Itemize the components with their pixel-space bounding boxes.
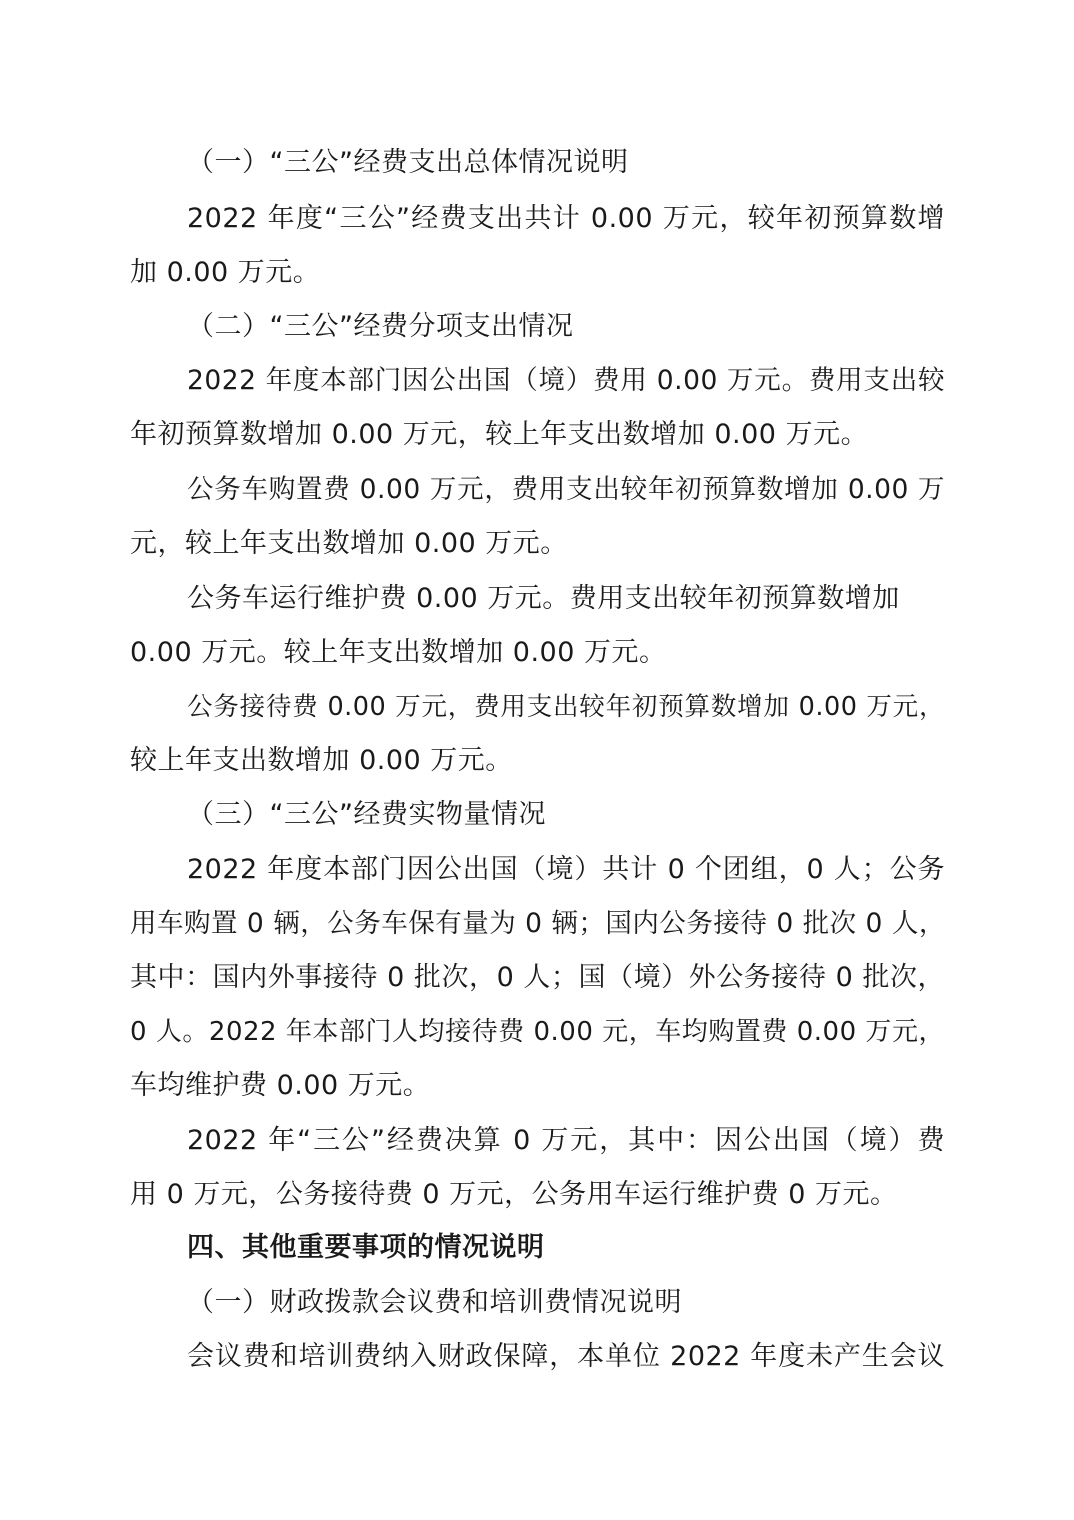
paragraph-line: 0 人。2022 年本部门人均接待费 0.00 元，车均购置费 0.00 万元， [130, 1017, 945, 1047]
subheading-1-1: （一）“三公”经费支出总体情况说明 [187, 147, 629, 178]
paragraph-line: 2022 年度本部门因公出国（境）共计 0 个团组，0 人；公务 [187, 854, 945, 885]
paragraph-line: 元，较上年支出数增加 0.00 万元。 [130, 528, 568, 559]
paragraph-line: 2022 年“三公”经费决算 0 万元，其中：因公出国（境）费 [187, 1125, 945, 1156]
paragraph-line: 用 0 万元，公务接待费 0 万元，公务用车运行维护费 0 万元。 [130, 1179, 898, 1210]
subheading-1-2: （二）“三公”经费分项支出情况 [187, 311, 574, 342]
paragraph-line: 2022 年度本部门因公出国（境）费用 0.00 万元。费用支出较 [187, 365, 945, 396]
paragraph-line: 公务接待费 0.00 万元，费用支出较年初预算数增加 0.00 万元， [187, 692, 945, 722]
paragraph-line: 0.00 万元。较上年支出数增加 0.00 万元。 [130, 637, 667, 668]
paragraph-line: 加 0.00 万元。 [130, 257, 321, 288]
paragraph-line: 公务车运行维护费 0.00 万元。费用支出较年初预算数增加 [187, 583, 900, 614]
subheading-1-3: （三）“三公”经费实物量情况 [187, 799, 546, 830]
paragraph-line: 公务车购置费 0.00 万元，费用支出较年初预算数增加 0.00 万 [187, 474, 945, 505]
paragraph-line: 较上年支出数增加 0.00 万元。 [130, 745, 513, 776]
paragraph-line: 其中：国内外事接待 0 批次，0 人；国（境）外公务接待 0 批次， [130, 962, 945, 993]
paragraph-line: 年初预算数增加 0.00 万元，较上年支出数增加 0.00 万元。 [130, 419, 869, 450]
paragraph-line: 车均维护费 0.00 万元。 [130, 1070, 431, 1101]
section-heading-4: 四、其他重要事项的情况说明 [187, 1232, 545, 1263]
paragraph-line: 会议费和培训费纳入财政保障，本单位 2022 年度未产生会议 [187, 1341, 945, 1372]
subheading-4-1: （一）财政拨款会议费和培训费情况说明 [187, 1287, 682, 1318]
paragraph-line: 用车购置 0 辆，公务车保有量为 0 辆；国内公务接待 0 批次 0 人， [130, 908, 946, 939]
paragraph-line: 2022 年度“三公”经费支出共计 0.00 万元，较年初预算数增 [187, 203, 945, 234]
